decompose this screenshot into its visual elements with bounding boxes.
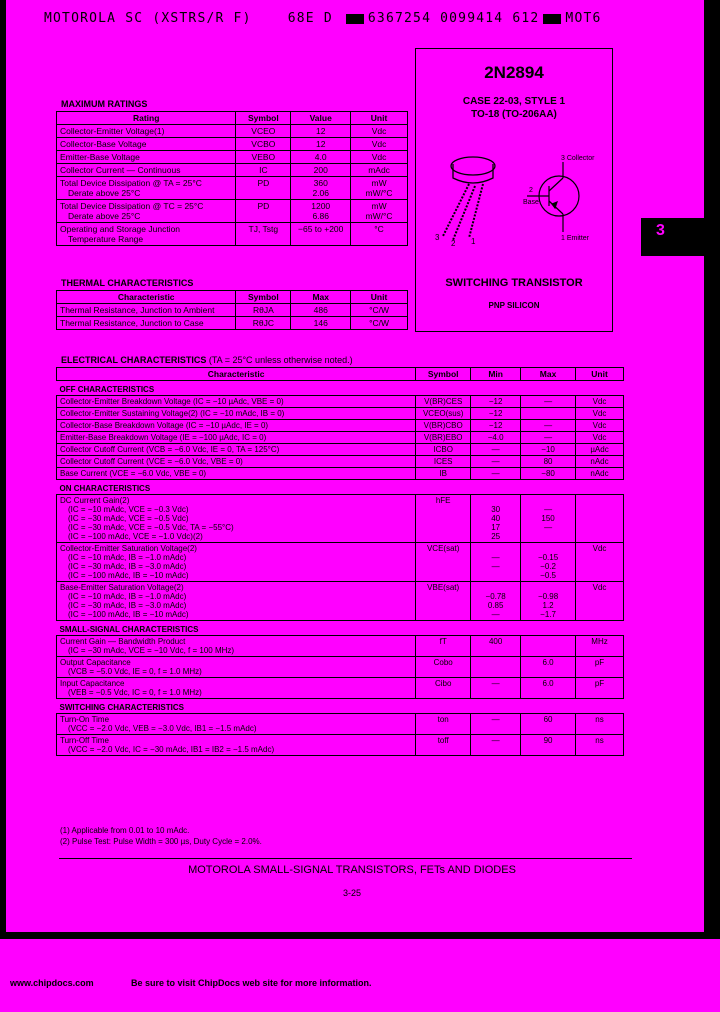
table-row: Turn-Off Time (VCC = −2.0 Vdc, IC = −30 mAdc, IB1 = IB2 = −1.5 mAdc) toff — 90 ns xyxy=(57,735,624,756)
table-row-group: Base-Emitter Saturation Voltage(2) (IC = −10 mAdc, IB = −1.0 mAdc) (IC = −30 mAdc, IB = −3.0 mAdc) (IC = −100 mAdc, IB = −10 mAdc) VBE(sat) −0.78 0.85 — −0.98 1.2 −1.7 Vdc xyxy=(57,582,624,621)
device-polarity: PNP SILICON xyxy=(488,301,540,310)
thermal-table xyxy=(56,290,408,330)
page-number: 3-25 xyxy=(342,888,361,898)
table-row: Output Capacitance (VCB = −5.0 Vdc, IE = 0, f = 1.0 MHz) Cobo 6.0 pF xyxy=(57,657,624,678)
pin-3-label: 3 xyxy=(435,233,440,242)
footnote-2: (2) Pulse Test: Pulse Width = 300 µs, Duty Cycle = 2.0%. xyxy=(60,837,262,846)
header-code3: MOT6 xyxy=(565,11,602,26)
base-label: Base xyxy=(523,199,539,206)
table-row: Total Device Dissipation @ TA = 25°C Derate above 25°C PD 360 2.06 mW mW/°C xyxy=(57,177,408,200)
base-pin-label: 2 xyxy=(529,187,533,194)
electrical-title: ELECTRICAL CHARACTERISTICS (TA = 25°C unless otherwise noted.) xyxy=(61,355,353,365)
collector-label: 3 Collector xyxy=(561,155,595,162)
table-row: Collector-Base Voltage VCBO 12 Vdc xyxy=(57,138,408,151)
site-link[interactable]: www.chipdocs.com xyxy=(10,978,94,988)
package-and-schematic-diagram xyxy=(431,144,601,254)
table-row: Collector-Base Breakdown Voltage (IC = −10 µAdc, IE = 0) V(BR)CBO −12 — Vdc xyxy=(57,420,624,432)
case-info xyxy=(416,95,612,121)
section-row-on: ON CHARACTERISTICS xyxy=(57,480,624,495)
footer-title: MOTOROLA SMALL-SIGNAL TRANSISTORS, FETs AND DIODES xyxy=(188,864,516,876)
table-row: Collector Current — Continuous IC 200 mAdc xyxy=(57,164,408,177)
section-row-small-signal: SMALL-SIGNAL CHARACTERISTICS xyxy=(57,621,624,636)
table-row: Base Current (VCE = −6.0 Vdc, VBE = 0) IB — −80 nAdc xyxy=(57,468,624,480)
block-mark xyxy=(346,14,364,24)
emitter-label: 1 Emitter xyxy=(561,235,590,242)
section-row-off: OFF CHARACTERISTICS xyxy=(57,381,624,396)
footnote-1: (1) Applicable from 0.01 to 10 mAdc. xyxy=(60,826,190,835)
block-mark xyxy=(543,14,561,24)
electrical-table xyxy=(56,367,624,756)
table-row: Operating and Storage Junction Temperature Range TJ, Tstg −65 to +200 °C xyxy=(57,223,408,246)
footnotes xyxy=(60,825,262,847)
table-row: Turn-On Time (VCC = −2.0 Vdc, VEB = −3.0 Vdc, IB1 = −1.5 mAdc) ton — 60 ns xyxy=(57,714,624,735)
col-unit: Unit xyxy=(351,112,408,125)
table-row: Collector-Emitter Voltage(1) VCEO 12 Vdc xyxy=(57,125,408,138)
thermal-title: THERMAL CHARACTERISTICS xyxy=(61,278,194,288)
max-ratings-table xyxy=(56,111,408,246)
to18-package-icon xyxy=(443,157,495,240)
pin-2-label: 2 xyxy=(451,239,456,248)
col-rating: Rating xyxy=(57,112,236,125)
fax-header-line xyxy=(44,11,602,26)
table-row: Collector Cutoff Current (VCE = −6.0 Vdc, VBE = 0) ICES — 80 nAdc xyxy=(57,456,624,468)
section-tab: 3 xyxy=(641,218,704,256)
table-row: Collector-Emitter Breakdown Voltage (IC = −10 µAdc, VBE = 0) V(BR)CES −12 — Vdc xyxy=(57,396,624,408)
max-ratings-title: MAXIMUM RATINGS xyxy=(61,99,148,109)
case-line-2: TO-18 (TO-206AA) xyxy=(471,109,557,120)
scan-border-bottom xyxy=(0,932,720,939)
product-box xyxy=(415,48,613,332)
table-row-group: Collector-Emitter Saturation Voltage(2) (IC = −10 mAdc, IB = −1.0 mAdc) (IC = −30 mAdc, IB = −3.0 mAdc) (IC = −100 mAdc, IB = −10 mAdc) VCE(sat) — — −0.15 −0.2 −0.5 Vdc xyxy=(57,543,624,582)
header-left: MOTOROLA SC (XSTRS/R F) xyxy=(44,11,252,26)
device-type: SWITCHING TRANSISTOR xyxy=(445,277,583,289)
case-line-1: CASE 22-03, STYLE 1 xyxy=(462,96,566,107)
table-header-row: Characteristic Symbol Max Unit xyxy=(57,291,408,304)
table-row: Collector Cutoff Current (VCB = −6.0 Vdc, IE = 0, TA = 125°C) ICBO — −10 µAdc xyxy=(57,444,624,456)
pnp-transistor-symbol-icon xyxy=(527,162,579,232)
table-row: Collector-Emitter Sustaining Voltage(2) (IC = −10 mAdc, IB = 0) VCEO(sus) −12 Vdc xyxy=(57,408,624,420)
table-row: Emitter-Base Voltage VEBO 4.0 Vdc xyxy=(57,151,408,164)
header-code2: 6367254 0099414 612 xyxy=(367,11,540,26)
table-header-row: Characteristic Symbol Min Max Unit xyxy=(57,368,624,381)
table-row: Input Capacitance (VEB = −0.5 Vdc, IC = 0, f = 1.0 MHz) Cibo — 6.0 pF xyxy=(57,678,624,699)
footer-divider xyxy=(59,858,632,859)
table-header-row xyxy=(57,112,408,125)
scan-border-left xyxy=(0,0,6,938)
table-row: Emitter-Base Breakdown Voltage (IE = −100 µAdc, IC = 0) V(BR)EBO −4.0 — Vdc xyxy=(57,432,624,444)
pin-1-label: 1 xyxy=(471,237,476,246)
table-row-group: DC Current Gain(2) (IC = −10 mAdc, VCE = −0.3 Vdc) (IC = −30 mAdc, VCE = −0.5 Vdc) (IC = −30 mAdc, VCE = −0.5 Vdc, TA = −55°C) (IC = −100 mAdc, VCE = −1.0 Vdc)(2) hFE 30 40 17 25 — 150 — xyxy=(57,495,624,543)
col-value: Value xyxy=(291,112,351,125)
col-symbol: Symbol xyxy=(236,112,291,125)
header-code1: 68E D xyxy=(287,11,333,26)
table-row: Thermal Resistance, Junction to Case RθJC 146 °C/W xyxy=(57,317,408,330)
table-row: Thermal Resistance, Junction to Ambient RθJA 486 °C/W xyxy=(57,304,408,317)
table-row: Current Gain — Bandwidth Product (IC = −30 mAdc, VCE = −10 Vdc, f = 100 MHz) fT 400 MHz xyxy=(57,636,624,657)
scan-border-right xyxy=(704,0,720,938)
part-number: 2N2894 xyxy=(484,63,544,82)
table-row: Total Device Dissipation @ TC = 25°C Derate above 25°C PD 1200 6.86 mW mW/°C xyxy=(57,200,408,223)
section-row-switching: SWITCHING CHARACTERISTICS xyxy=(57,699,624,714)
site-message: Be sure to visit ChipDocs web site for more information. xyxy=(131,978,372,988)
